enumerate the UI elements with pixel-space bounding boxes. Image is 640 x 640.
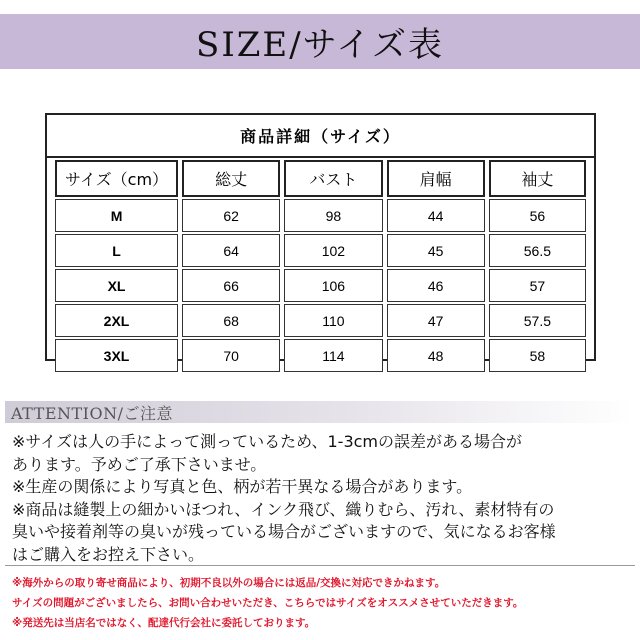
- size-label-cell: XL: [55, 269, 178, 302]
- table-header-row: [55, 160, 586, 197]
- table-row: [55, 269, 586, 302]
- red-note-line: ※海外からの取り寄せ商品により、初期不良以外の場合には返品/交換に対応できかねます。: [12, 577, 446, 589]
- size-label-cell: M: [55, 199, 178, 232]
- section-divider: [5, 565, 635, 566]
- header-cell-size: サイズ（cm）: [55, 160, 178, 197]
- header-cell-bust: バスト: [284, 160, 382, 197]
- header-cell-sleeve: 袖丈: [489, 160, 586, 197]
- length-cell: 64: [182, 234, 280, 267]
- bust-cell: 110: [284, 304, 382, 337]
- shoulder-cell: 46: [387, 269, 485, 302]
- note-line: 臭いや接着剤等の臭いが残っている場合がございますので、気になるお客様: [12, 522, 556, 541]
- table-caption: 商品詳細（サイズ）: [47, 115, 594, 158]
- attention-title: ATTENTION/ご注意: [11, 403, 174, 423]
- shoulder-cell: 44: [387, 199, 485, 232]
- table-row: [55, 199, 586, 232]
- size-chart-banner: [0, 14, 640, 69]
- size-label-cell: 3XL: [55, 339, 178, 372]
- length-cell: 70: [182, 339, 280, 372]
- table-row: [55, 234, 586, 267]
- length-cell: 62: [182, 199, 280, 232]
- sleeve-cell: 58: [489, 339, 586, 372]
- sleeve-cell: 57.5: [489, 304, 586, 337]
- shoulder-cell: 45: [387, 234, 485, 267]
- table-row: [55, 304, 586, 337]
- note-line: ※商品は縫製上の細かいほつれ、インク飛び、織りむら、汚れ、素材特有の: [12, 499, 555, 519]
- size-label-cell: L: [55, 234, 178, 267]
- size-label-cell: 2XL: [55, 304, 178, 337]
- attention-notes: [12, 431, 634, 566]
- bust-cell: 106: [284, 269, 382, 302]
- table-row: [55, 339, 586, 372]
- shipping-notes: [12, 573, 634, 633]
- sleeve-cell: 56: [489, 199, 586, 232]
- note-line: ※サイズは人の手によって測っているため、1-3cmの誤差がある場合が: [12, 432, 523, 451]
- header-cell-length: 総丈: [182, 160, 280, 197]
- header-cell-shoulder: 肩幅: [387, 160, 485, 197]
- shoulder-cell: 48: [387, 339, 485, 372]
- sleeve-cell: 57: [489, 269, 586, 302]
- red-note-line: ※発送先は当店名ではなく、配達代行会社に委託しております。: [12, 617, 316, 629]
- bust-cell: 114: [284, 339, 382, 372]
- sleeve-cell: 56.5: [489, 234, 586, 267]
- shoulder-cell: 47: [387, 304, 485, 337]
- banner-title: SIZE/サイズ表: [196, 25, 444, 65]
- bust-cell: 102: [284, 234, 382, 267]
- attention-header: [5, 401, 635, 423]
- length-cell: 68: [182, 304, 280, 337]
- note-line: ※生産の関係により写真と色、柄が若干異なる場合があります。: [12, 477, 473, 496]
- size-table: [45, 113, 596, 364]
- note-line: あります。予めご了承下さいませ。: [12, 454, 267, 474]
- bust-cell: 98: [284, 199, 382, 232]
- red-note-line: サイズの問題がございましたら、お問い合わせいただき、こちらではサイズをオススメさせていただきます。: [12, 597, 524, 609]
- note-line: はご購入をお控え下さい。: [12, 544, 205, 564]
- length-cell: 66: [182, 269, 280, 302]
- size-grid: [55, 158, 586, 372]
